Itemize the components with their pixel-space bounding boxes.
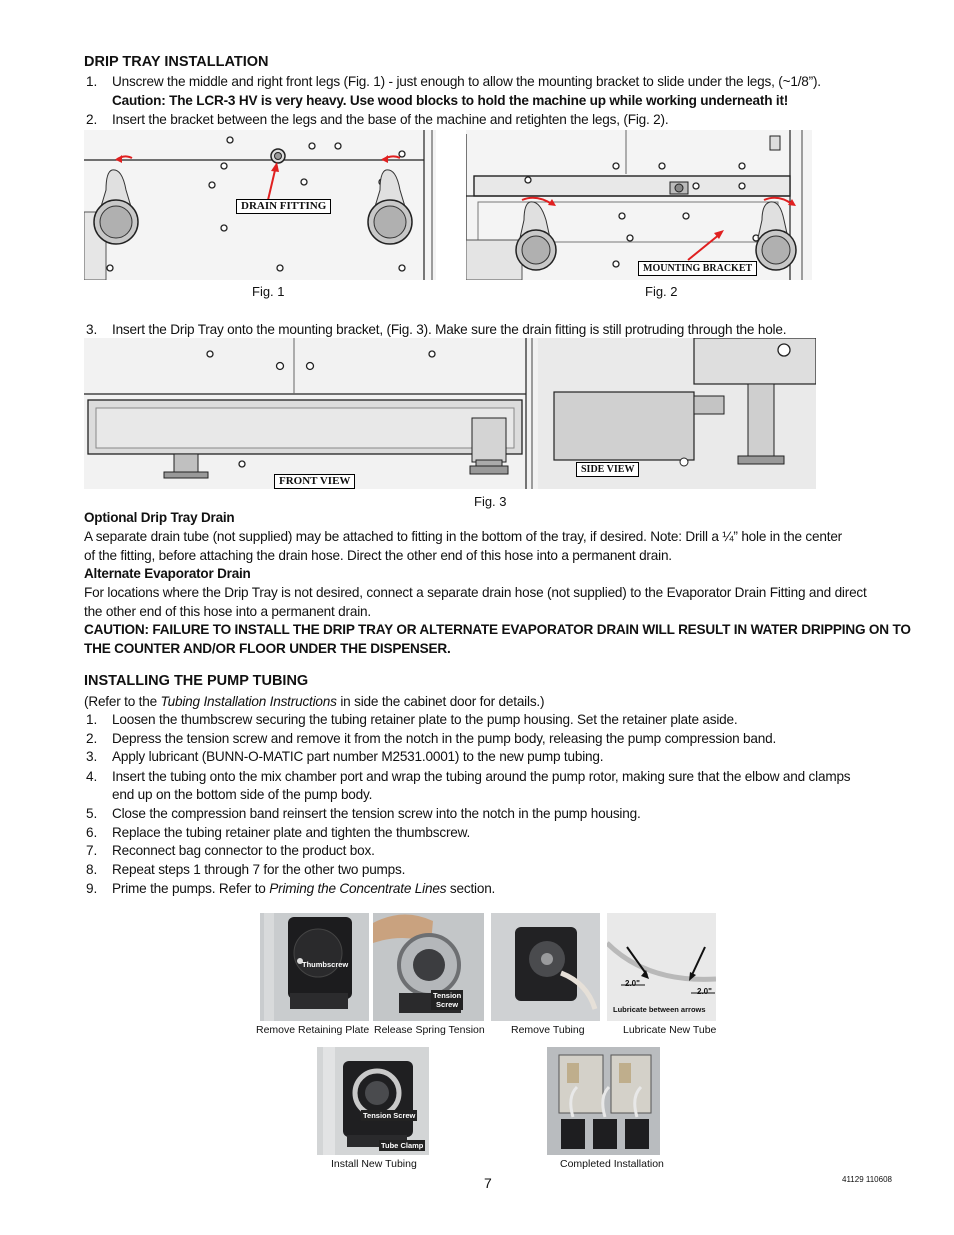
section-title-drip-tray: DRIP TRAY INSTALLATION [84,54,269,70]
photo-remove-tubing [491,913,600,1021]
step-number: 7. [86,843,98,858]
photo-remove-retaining-plate [260,913,369,1021]
photo-lubricate-new-tube [607,913,716,1021]
photo-caption-4: Lubricate New Tube [623,1024,717,1036]
dimension-left: 2.0" [625,979,640,988]
figure-1 [84,130,436,280]
pump-step-1: Loosen the thumbscrew securing the tubing retainer plate to the pump housing. Set the retainer plate aside. [112,712,738,727]
step-number: 1. [86,712,98,727]
caution-line-1: CAUTION: FAILURE TO INSTALL THE DRIP TRAY OR ALTERNATE EVAPORATOR DRAIN WILL RESULT IN WATER DRIPPING ON TO [84,622,911,637]
front-view-label: FRONT VIEW [274,474,355,489]
step-number: 6. [86,825,98,840]
step-number: 4. [86,769,98,784]
photo-caption-2: Release Spring Tension [374,1024,485,1036]
step-number: 9. [86,881,98,896]
pump-step-6: Replace the tubing retainer plate and tighten the thumbscrew. [112,825,471,840]
pump-reference: (Refer to the Tubing Installation Instructions in side the cabinet door for details.) [84,694,545,709]
fig-3-caption: Fig. 3 [474,494,507,509]
lubricate-note: Lubricate between arrows [613,1005,706,1014]
alternate-drain-line-2: the other end of this hose into a permanent drain. [84,604,371,619]
pump-step-7: Reconnect bag connector to the product box. [112,843,375,858]
pump-step-3: Apply lubricant (BUNN-O-MATIC part number M2531.0001) to the new pump tubing. [112,749,604,764]
pump-step-9: Prime the pumps. Refer to Priming the Concentrate Lines section. [112,881,496,896]
step-number: 3. [86,322,98,337]
optional-drain-line-1: A separate drain tube (not supplied) may be attached to fitting in the bottom of the tray, if desired. Note: Drill a ¼” hole in the center [84,529,843,544]
alternate-drain-line-1: For locations where the Drip Tray is not desired, connect a separate drain hose (not supplied) to the Evaporator Drain Fitting and direct [84,585,867,600]
pump-step-8: Repeat steps 1 through 7 for the other two pumps. [112,862,406,877]
pump-step-2: Depress the tension screw and remove it from the notch in the pump body, releasing the pump compression band. [112,731,777,746]
caution-line-2: THE COUNTER AND/OR FLOOR UNDER THE DISPENSER. [84,641,451,656]
tube-clamp-label: Tube Clamp [381,1141,424,1150]
thumbscrew-label: Thumbscrew [302,960,349,969]
pump-step-4-cont: end up on the bottom side of the pump body. [112,787,373,802]
photo-completed-installation [547,1047,660,1155]
page-number: 7 [484,1175,492,1191]
alternate-drain-title: Alternate Evaporator Drain [84,566,251,581]
step-number: 1. [86,74,98,89]
photo-release-spring-tension [373,913,484,1021]
figure-2 [466,130,812,280]
photo-install-new-tubing [317,1047,429,1155]
drain-fitting-label: DRAIN FITTING [236,199,331,214]
optional-drain-title: Optional Drip Tray Drain [84,510,235,525]
tension-screw-label: Tension Screw [433,991,462,1009]
fig-2-caption: Fig. 2 [645,284,678,299]
step-number: 5. [86,806,98,821]
photo-caption-6: Completed Installation [560,1158,664,1170]
tension-screw-label-2: Tension Screw [363,1111,416,1120]
section-title-pump-tubing: INSTALLING THE PUMP TUBING [84,673,309,689]
step-number: 8. [86,862,98,877]
drip-step-3: Insert the Drip Tray onto the mounting bracket, (Fig. 3). Make sure the drain fitting is still protruding through the hole. [112,322,787,337]
mounting-bracket-label: MOUNTING BRACKET [638,261,757,276]
pump-step-5: Close the compression band reinsert the tension screw into the notch in the pump housing. [112,806,641,821]
fig-1-caption: Fig. 1 [252,284,285,299]
photo-caption-5: Install New Tubing [331,1158,417,1170]
figure-3 [84,338,816,489]
photo-caption-3: Remove Tubing [511,1024,585,1036]
side-view-label: SIDE VIEW [576,462,639,477]
drip-step-1: Unscrew the middle and right front legs (Fig. 1) - just enough to allow the mounting bracket to slide under the legs, (~1/8”). [112,74,821,89]
photo-caption-1: Remove Retaining Plate [256,1024,370,1036]
step-number: 3. [86,749,98,764]
pump-step-4: Insert the tubing onto the mix chamber port and wrap the tubing around the pump rotor, making sure that the elbow and clamps [112,769,851,784]
step-number: 2. [86,731,98,746]
document-code: 41129 110608 [842,1175,892,1184]
optional-drain-line-2: of the fitting, before attaching the drain hose. Direct the other end of this hose into a permanent drain. [84,548,672,563]
dimension-right: 2.0" [697,987,712,996]
step-number: 2. [86,112,98,127]
drip-caution: Caution: The LCR-3 HV is very heavy. Use wood blocks to hold the machine up while working underneath it! [112,93,789,108]
drip-step-2: Insert the bracket between the legs and the base of the machine and retighten the legs, (Fig. 2). [112,112,669,127]
